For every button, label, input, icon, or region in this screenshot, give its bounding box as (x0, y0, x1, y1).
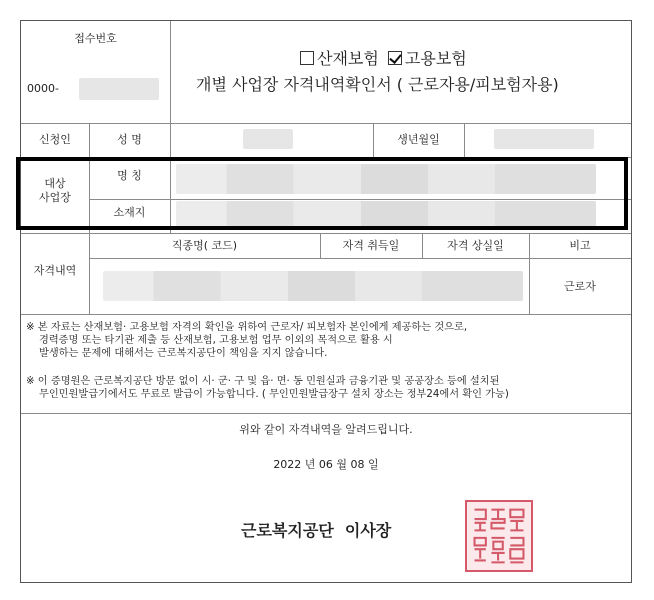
highlight-box (16, 157, 628, 230)
redacted-qualification-details (103, 271, 523, 301)
remark-value: 근로자 (564, 280, 596, 293)
employment-insurance-label: 고용보험 (404, 49, 467, 68)
note1-line2: 경력증명 또는 타기관 제출 등 산재보험, 고용보험 업무 이외의 목적으로 활용 시 (39, 335, 393, 346)
header-remarks: 비고 (569, 239, 591, 252)
insurance-type-selector (300, 49, 467, 69)
note2-line2: 무인민원발급기에서도 무료로 발급이 가능합니다. ( 무인민원발급장구 설치 장소는 정부24에서 확인 가능) (39, 389, 509, 400)
rule (170, 21, 171, 123)
rule (21, 233, 631, 234)
redacted-receipt-number (79, 78, 159, 100)
rule (89, 258, 631, 259)
rule (464, 123, 465, 157)
birth-date-label: 생년월일 (397, 133, 440, 146)
workplace-label-line2: 사업장 (39, 191, 71, 204)
workplace-name-label: 명 칭 (117, 169, 142, 182)
rule (21, 123, 631, 124)
workplace-address-label: 소재지 (113, 206, 146, 219)
name-label: 성 명 (117, 133, 142, 146)
qualification-label: 자격내역 (33, 264, 77, 277)
redacted-birth-date (494, 129, 594, 149)
receipt-number-prefix: 0000- (27, 82, 59, 95)
document (20, 20, 632, 583)
seal-glyphs (467, 502, 531, 570)
note1-line3: 발생하는 문제에 대해서는 근로복지공단이 책임을 지지 않습니다. (39, 348, 328, 359)
issue-date: 2022 년 06 월 08 일 (273, 458, 379, 471)
employment-insurance-checkbox (388, 51, 402, 65)
industrial-insurance-checkbox (300, 51, 314, 65)
note1-line1: ※ 본 자료는 산재보험· 고용보험 자격의 확인을 위하여 근로자/ 피보험자 본인에게 제공하는 것으로, (26, 322, 468, 333)
footer-statement: 위와 같이 자격내역을 알려드립니다. (239, 423, 413, 436)
official-seal (465, 500, 533, 572)
applicant-label: 신청인 (39, 133, 71, 146)
redacted-name (243, 129, 293, 149)
header-loss-date: 자격 상실일 (447, 239, 504, 252)
rule (21, 413, 631, 414)
header-job-title: 직종명( 코드) (171, 239, 238, 252)
header-acquisition-date: 자격 취득일 (342, 239, 400, 252)
document-title: 개별 사업장 자격내역확인서 ( 근로자용/피보험자용) (196, 75, 559, 94)
workplace-label-line1: 대상 (44, 177, 66, 190)
note2-line1: ※ 이 증명원은 근로복지공단 방문 없이 시· 군· 구 및 읍· 면· 동 민원실과 금융기관 및 공공장소 등에 설치된 (26, 376, 500, 387)
rule (21, 314, 631, 315)
industrial-insurance-label: 산재보험 (317, 49, 379, 68)
receipt-label: 접수번호 (74, 32, 117, 45)
issuer-name: 근로복지공단 이사장 (241, 521, 392, 540)
